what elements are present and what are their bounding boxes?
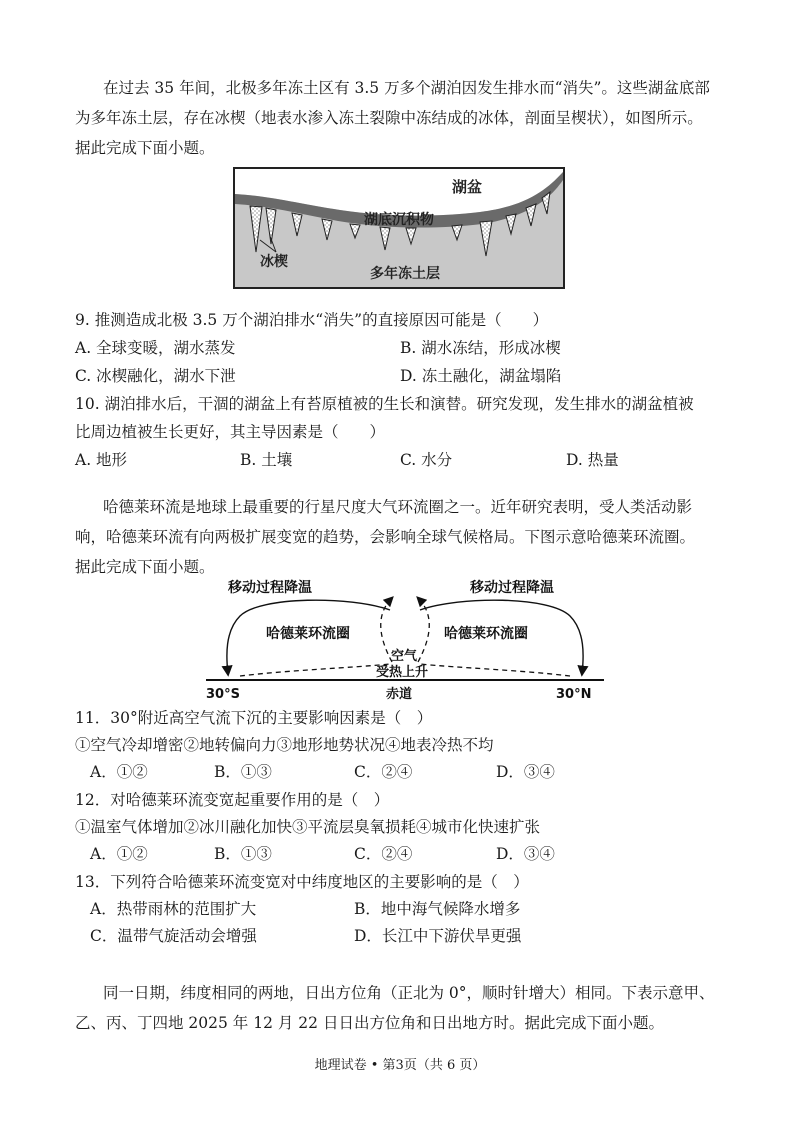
q13-option-b[interactable]: B．地中海气候降水增多 bbox=[354, 900, 521, 918]
q13-stem: 13．下列符合哈德莱环流变宽对中纬度地区的主要影响的是（ ） bbox=[75, 873, 529, 891]
q10-option-b[interactable]: B. 土壤 bbox=[240, 451, 293, 469]
q13-option-c[interactable]: C．温带气旋活动会增强 bbox=[90, 927, 257, 945]
q12-option-c[interactable]: C．②④ bbox=[354, 845, 413, 863]
q11-option-a[interactable]: A．①② bbox=[90, 763, 148, 781]
right-cell-bottom-flow bbox=[420, 664, 570, 676]
q13-option-d[interactable]: D．长江中下游伏旱更强 bbox=[354, 927, 522, 945]
label-permafrost: 多年冻土层 bbox=[370, 266, 440, 282]
q11-option-b[interactable]: B．①③ bbox=[214, 763, 272, 781]
label-right-top: 移动过程降温 bbox=[470, 580, 554, 596]
label-equator: 赤道 bbox=[386, 687, 413, 702]
label-lat-left: 30°S bbox=[206, 687, 240, 702]
passage1-line1: 在过去 35 年间，北极多年冻土区有 3.5 万多个湖泊因发生排水而“消失”。这些湖盆底部 bbox=[103, 79, 710, 97]
label-right-cell: 哈德莱环流圈 bbox=[444, 626, 528, 642]
passage1-line3: 据此完成下面小题。 bbox=[75, 139, 215, 157]
passage2-line1: 哈德莱环流是地球上最重要的行星尺度大气环流圈之一。近年研究表明，受人类活动影 bbox=[103, 498, 693, 516]
passage2-line2: 响，哈德莱环流有向两极扩展变宽的趋势，会影响全球气候格局。下图示意哈德莱环流圈。 bbox=[75, 528, 696, 546]
label-center-2: 受热上升 bbox=[376, 665, 429, 680]
passage2-line3: 据此完成下面小题。 bbox=[75, 558, 215, 576]
hadley-cell-diagram bbox=[200, 576, 610, 704]
q9-option-d[interactable]: D. 冻土融化，湖盆塌陷 bbox=[400, 367, 562, 385]
q9-option-c[interactable]: C. 冰楔融化，湖水下泄 bbox=[75, 367, 236, 385]
passage3-line1: 同一日期，纬度相同的两地，日出方位角（正北为 0°，顺时针增大）相同。下表示意甲、 bbox=[103, 984, 715, 1002]
q9-option-a[interactable]: A. 全球变暖，湖水蒸发 bbox=[75, 339, 236, 357]
label-center-1: 空气 bbox=[391, 649, 418, 664]
label-icewedge: 冰楔 bbox=[260, 254, 288, 270]
label-basin: 湖盆 bbox=[452, 178, 483, 196]
q10-option-d[interactable]: D. 热量 bbox=[566, 451, 619, 469]
q10-stem-line1: 10. 湖泊排水后，干涸的湖盆上有苔原植被的生长和演替。研究发现，发生排水的湖盆植被 bbox=[75, 395, 694, 413]
page-footer: 地理试卷 • 第3页（共 6 页） bbox=[314, 1058, 486, 1073]
label-left-cell: 哈德莱环流圈 bbox=[266, 626, 350, 642]
q9-option-b[interactable]: B. 湖水冻结，形成冰楔 bbox=[400, 339, 561, 357]
q11-items: ①空气冷却增密②地转偏向力③地形地势状况④地表冷热不均 bbox=[75, 736, 494, 754]
q10-option-c[interactable]: C. 水分 bbox=[400, 451, 453, 469]
q12-option-a[interactable]: A．①② bbox=[90, 845, 148, 863]
q11-option-d[interactable]: D．③④ bbox=[496, 763, 555, 781]
label-left-top: 移动过程降温 bbox=[228, 580, 312, 596]
label-sediment: 湖底沉积物 bbox=[364, 212, 434, 228]
q10-option-a[interactable]: A. 地形 bbox=[75, 451, 128, 469]
passage3-line2: 乙、丙、丁四地 2025 年 12 月 22 日日出方位角和日出地方时。据此完成下面小题。 bbox=[75, 1014, 664, 1032]
q10-stem-line2: 比周边植被生长更好，其主导因素是（ ） bbox=[75, 423, 386, 441]
q13-option-a[interactable]: A．热带雨林的范围扩大 bbox=[90, 900, 257, 918]
q12-items: ①温室气体增加②冰川融化加快③平流层臭氧损耗④城市化快速扩张 bbox=[75, 818, 541, 836]
q11-stem: 11．30°附近高空气流下沉的主要影响因素是（ ） bbox=[75, 709, 433, 727]
label-lat-right: 30°N bbox=[556, 687, 592, 702]
q11-option-c[interactable]: C．②④ bbox=[354, 763, 413, 781]
q12-stem: 12．对哈德莱环流变宽起重要作用的是（ ） bbox=[75, 791, 390, 809]
passage1-line2: 为多年冻土层，存在冰楔（地表水渗入冻土裂隙中冻结成的冰体，剖面呈楔状），如图所示。 bbox=[75, 109, 703, 127]
q9-stem: 9. 推测造成北极 3.5 万个湖泊排水“消失”的直接原因可能是（ ） bbox=[75, 311, 549, 329]
q12-option-d[interactable]: D．③④ bbox=[496, 845, 555, 863]
lake-basin-diagram bbox=[230, 166, 570, 292]
left-cell-bottom-flow bbox=[240, 664, 390, 676]
q12-option-b[interactable]: B．①③ bbox=[214, 845, 272, 863]
